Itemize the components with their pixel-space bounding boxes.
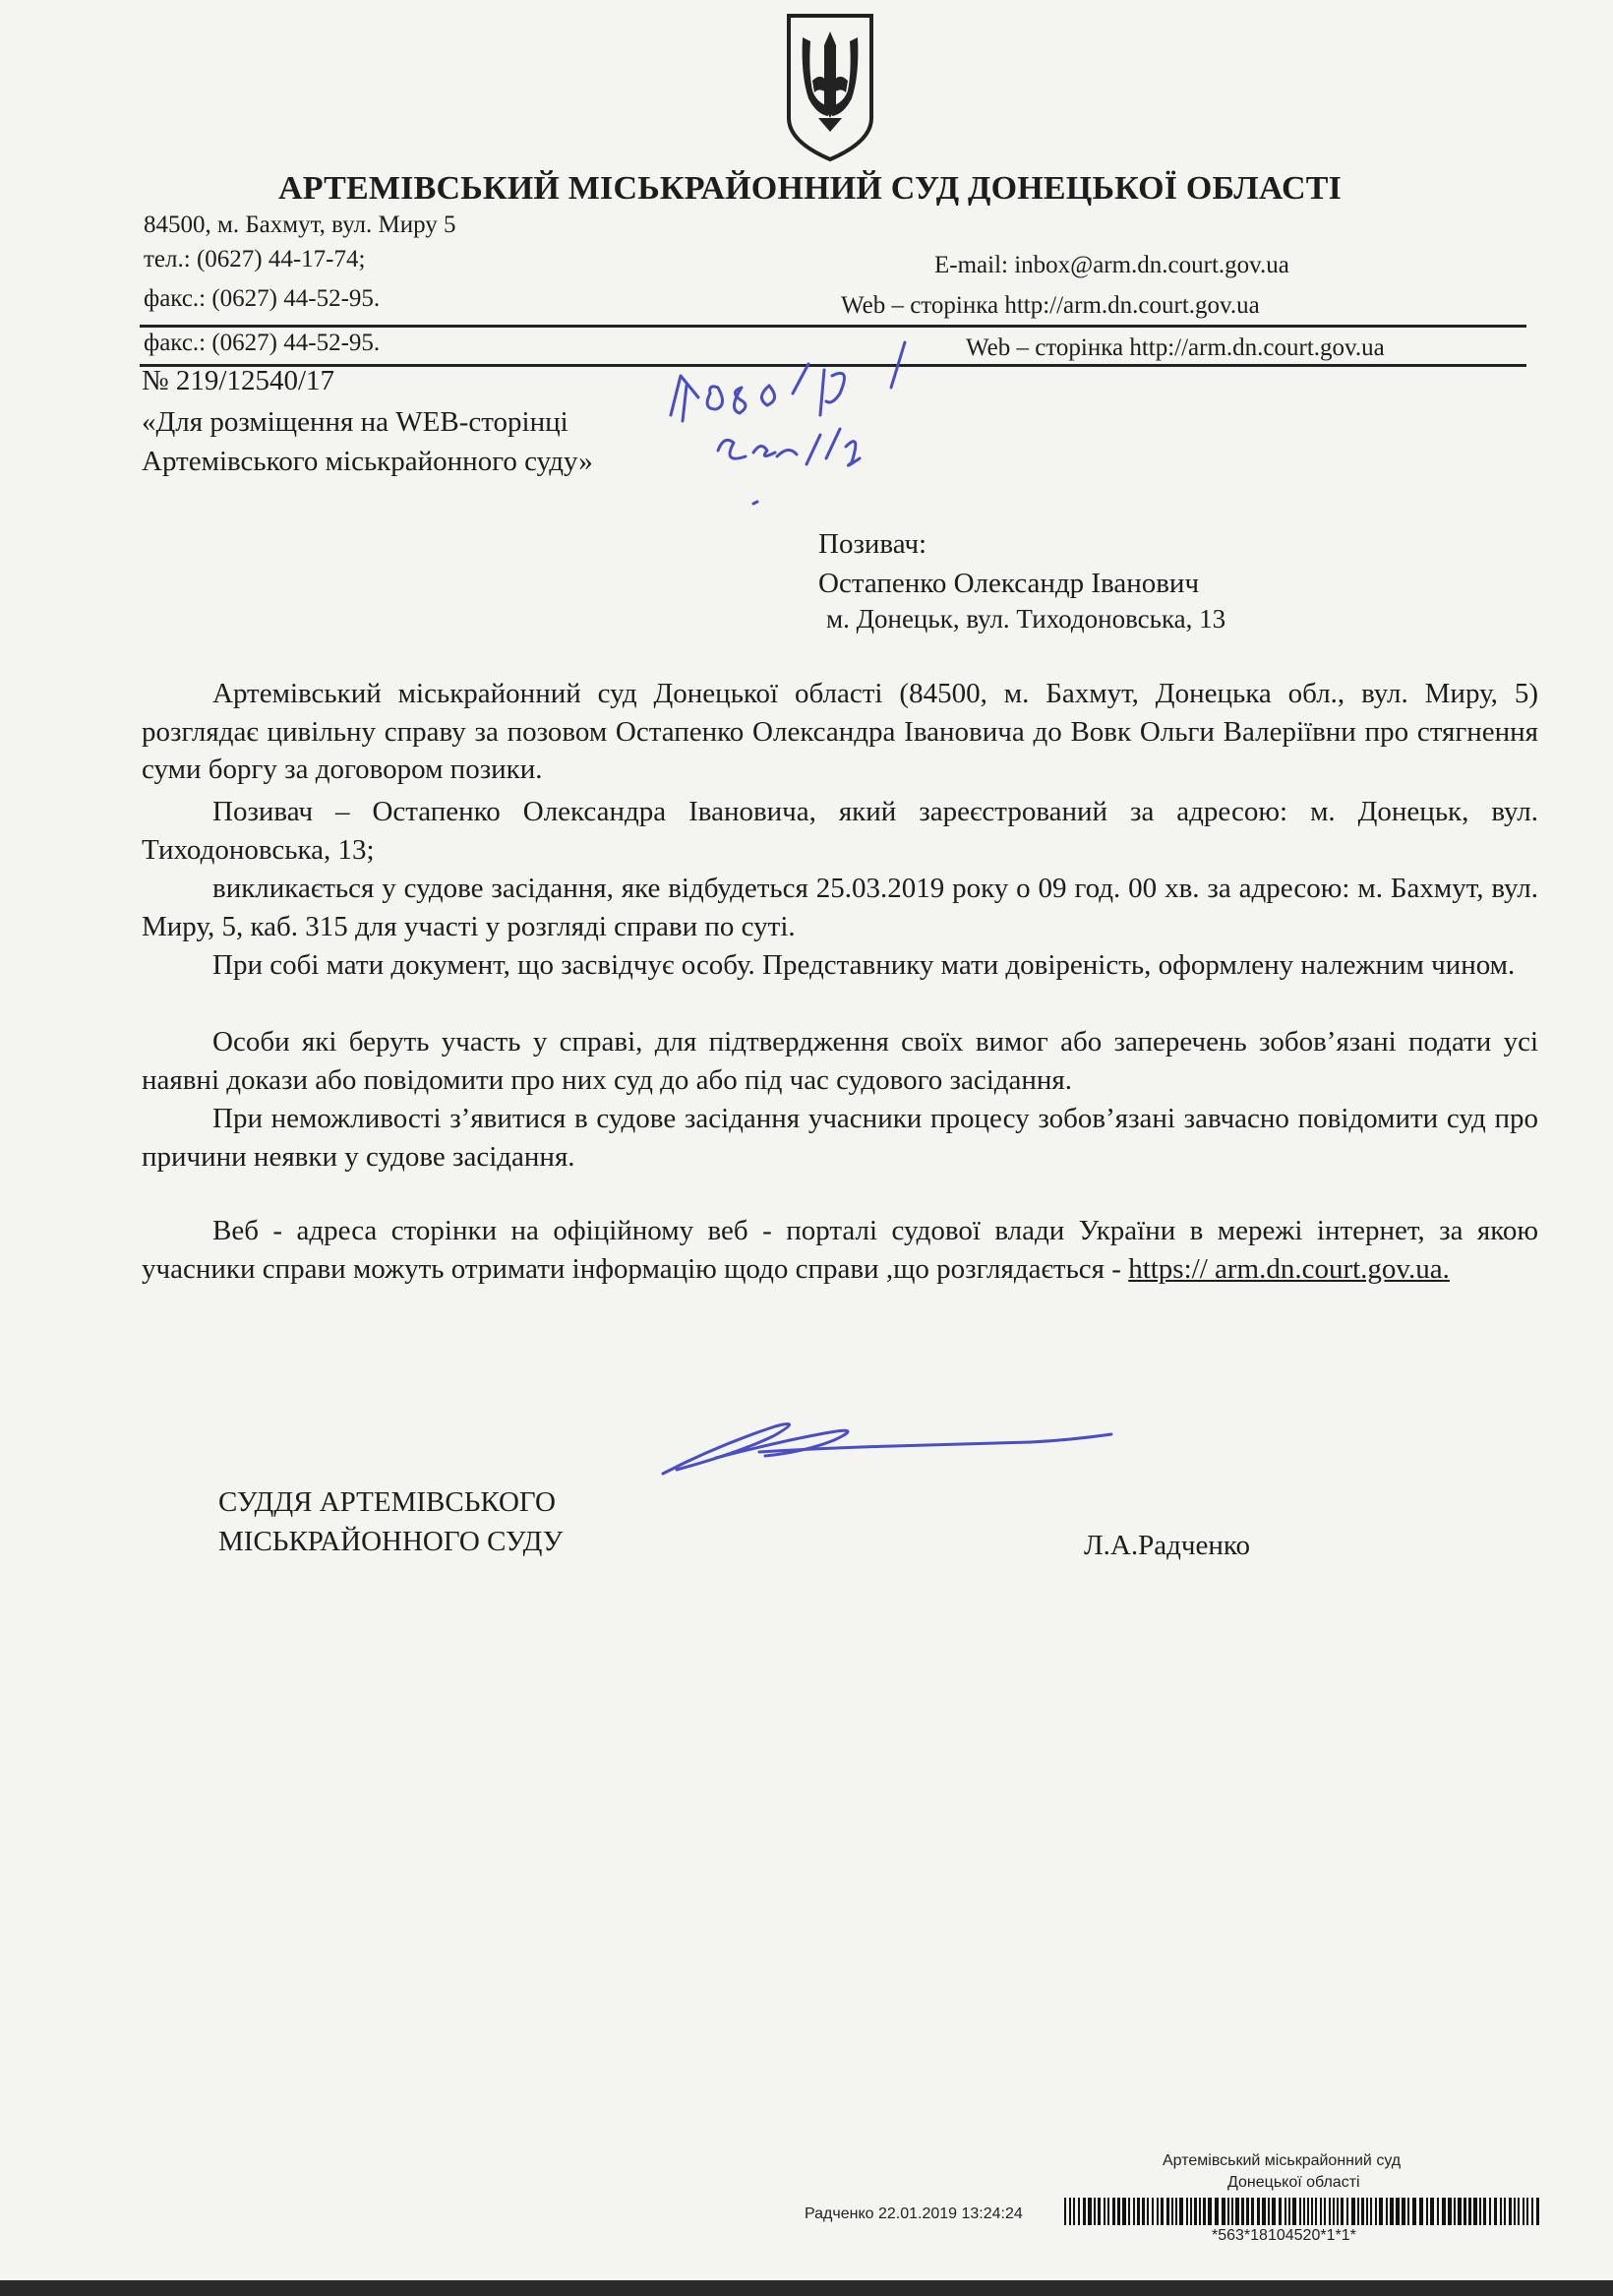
body-paragraph-2: Позивач – Остапенко Олександра Івановича, який зареєстрований за адресою: м. Донецьк, вул. Тиходоновська, 13; [142,796,1538,866]
judge-name: Л.А.Радченко [1084,1530,1250,1561]
stamp-court-line2: Донецької області [1227,2174,1360,2191]
court-email: E-mail: inbox@arm.dn.court.gov.ua [934,252,1289,278]
coat-of-arms-emblem [783,12,877,163]
case-number: № 219/12540/17 [142,365,335,396]
court-web-repeat: Web – сторінка http://arm.dn.court.gov.ua [966,334,1385,361]
judge-title-line1: СУДДЯ АРТЕМІВСЬКОГО [218,1486,556,1518]
body-paragraph-4: При собі мати документ, що засвідчує особу. Представнику мати довіреність, оформлену належним чином. [212,949,1516,981]
court-website-link[interactable]: https:// arm.dn.court.gov.ua. [1128,1252,1450,1285]
publication-note-line2: Артемівського міськрайонного суду» [142,446,593,477]
web-address-text: Веб - адреса сторінки на офіційному веб - порталі судової влади України в мережі інтернет, за якою учасники справи можуть отримати інформацію щодо справи ,що розглядається - [142,1215,1538,1285]
body-paragraph-7 [142,1212,1538,1288]
handwritten-signature [657,1397,1119,1485]
recipient-name: Остапенко Олександр Іванович [818,568,1200,599]
recipient-address: м. Донецьк, вул. Тиходоновська, 13 [826,604,1226,634]
court-address: 84500, м. Бахмут, вул. Миру 5 [144,211,456,238]
publication-note-line1: «Для розміщення на WEB-сторінці [142,406,568,438]
handwritten-registration-mark [659,336,915,514]
court-web: Web – сторінка http://arm.dn.court.gov.ua [841,292,1260,319]
judge-title-line2: МІСЬКРАЙОННОГО СУДУ [218,1526,564,1557]
recipient-role: Позивач: [818,528,927,560]
body-paragraph-5: Особи які беруть участь у справі, для підтвердження своїх вимог або заперечень зобов’язані подати усі наявні докази або повідомити про них суд до або під час судового засідання. [142,1026,1538,1096]
stamp-court-line1: Артемівський міськрайонний суд [1163,2152,1402,2169]
body-paragraph-3: викликається у судове засідання, яке відбудеться 25.03.2019 року о 09 год. 00 хв. за адресою: м. Бахмут, вул. Миру, 5, каб. 315 для участі у розгляді справи по суті. [142,873,1538,942]
stamp-author-time: Радченко 22.01.2019 13:24:24 [805,2205,1023,2222]
court-title: АРТЕМІВСЬКИЙ МІСЬКРАЙОННИЙ СУД ДОНЕЦЬКОЇ ОБЛАСТІ [278,170,1343,207]
court-fax: факс.: (0627) 44-52-95. [144,285,381,312]
body-paragraph-6: При неможливості з’явитися в судове засідання учасники процесу зобов’язані завчасно повідомити суд про причини неявки у судове засідання. [142,1103,1538,1173]
header-divider-top [140,325,1526,328]
scan-edge-band [0,2280,1613,2296]
court-fax-repeat: факс.: (0627) 44-52-95. [144,330,381,356]
body-paragraph-1: Артемівський міськрайонний суд Донецької області (84500, м. Бахмут, Донецька обл., вул. Миру, 5) розглядає цивільну справу за позовом Остапенко Олександра Івановича до Вовк Ольги Валеріївни про стягнення суми боргу за договором позики. [142,678,1538,785]
barcode-number: *563*18104520*1*1* [1212,2227,1356,2244]
court-phone: тел.: (0627) 44-17-74; [144,246,366,272]
